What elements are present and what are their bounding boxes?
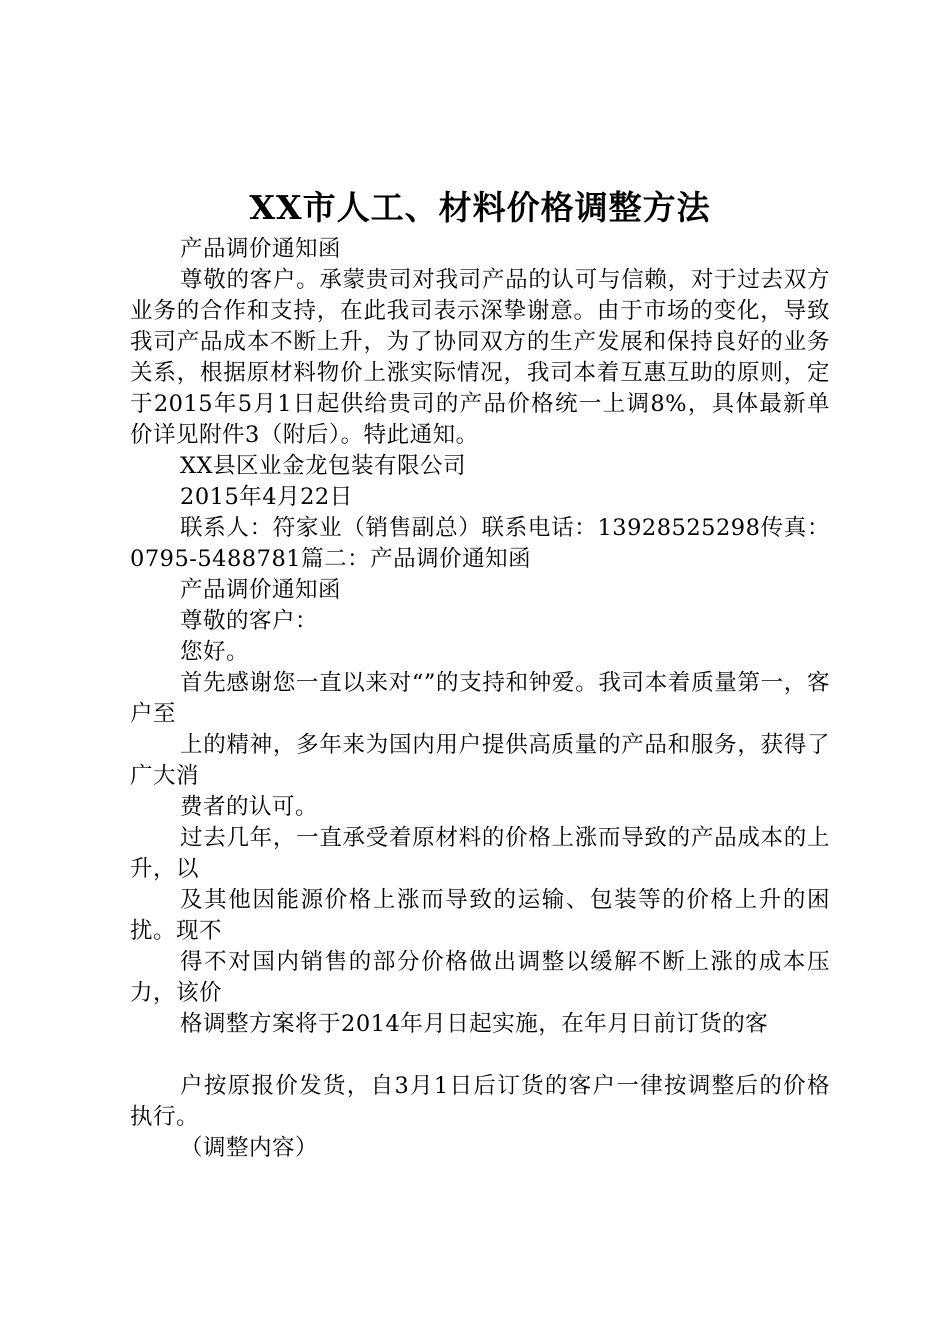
paragraph: 尊敬的客户。承蒙贵司对我司产品的认可与信赖，对于过去双方业务的合作和支持，在此我司表示深挚谢意。由于市场的变化，导致我司产品成本不断上升，为了协同双方的生产发展和保持良好的业务关系，根据原材料物价上涨实际情况，我司本着互惠互助的原则，定于2015年5月1日起供给贵司的产品价格统一上调8%，具体最新单价详见附件3（附后）。特此通知。 xyxy=(130,267,830,448)
paragraph: 格调整方案将于2014年月日起实施，在年月日前订货的客 xyxy=(180,1011,769,1037)
document-body xyxy=(130,234,830,1164)
paragraph: 联系人：符家业（销售副总）联系电话：13928525298传真：0795-5488781篇二：产品调价通知函 xyxy=(130,515,830,572)
paragraph: 尊敬的客户： xyxy=(180,608,319,634)
paragraph: 您好。 xyxy=(180,639,250,665)
paragraph: 过去几年，一直承受着原材料的价格上涨而导致的产品成本的上升，以 xyxy=(130,825,830,882)
document-title: XX市人工、材料价格调整方法 xyxy=(249,188,711,227)
paragraph: 产品调价通知函 xyxy=(180,236,342,262)
paragraph: 及其他因能源价格上涨而导致的运输、包装等的价格上升的困扰。现不 xyxy=(130,887,830,944)
paragraph: 首先感谢您一直以来对“”的支持和钟爱。我司本着质量第一，客户至 xyxy=(130,670,830,727)
paragraph: 户按原报价发货，自3月1日后订货的客户一律按调整后的价格执行。 xyxy=(130,1073,830,1130)
paragraph: XX县区业金龙包装有限公司 xyxy=(180,453,467,479)
paragraph: 上的精神，多年来为国内用户提供高质量的产品和服务，获得了广大消 xyxy=(130,732,830,789)
paragraph: （调整内容） xyxy=(180,1135,319,1161)
paragraph: 得不对国内销售的部分价格做出调整以缓解不断上涨的成本压力，该价 xyxy=(130,949,830,1006)
paragraph: 费者的认可。 xyxy=(180,794,319,820)
paragraph: 产品调价通知函 xyxy=(180,577,342,603)
paragraph: 2015年4月22日 xyxy=(180,484,353,510)
